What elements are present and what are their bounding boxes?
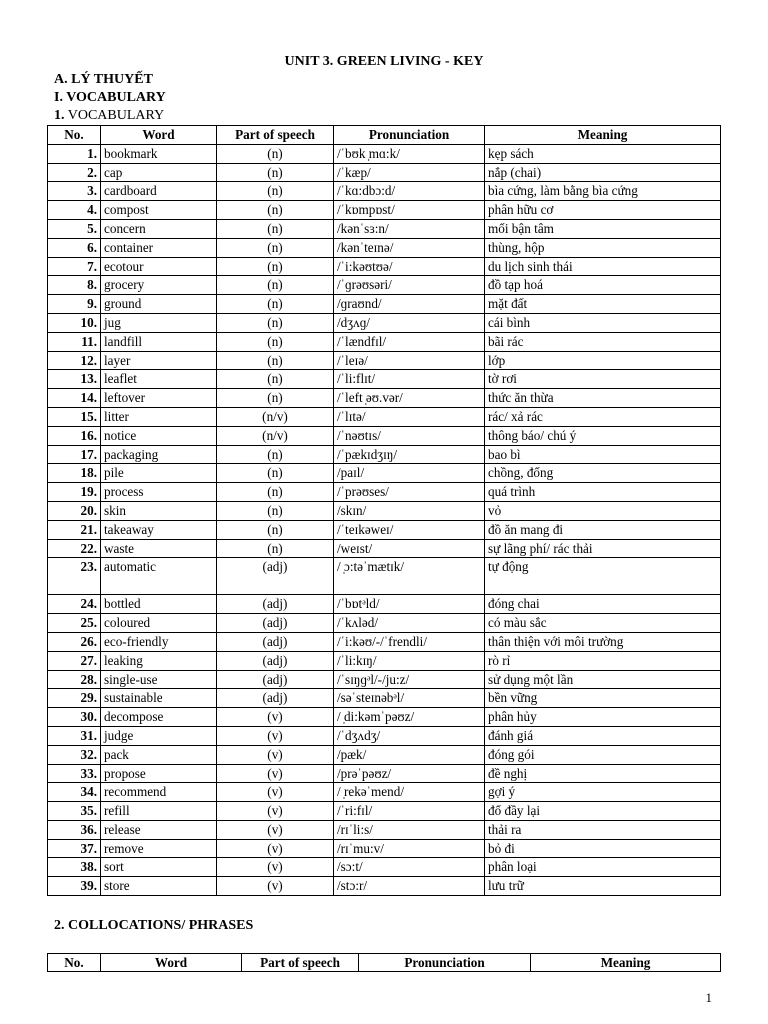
cell-meaning: có màu sắc [485, 614, 721, 633]
cell-meaning: bãi rác [485, 332, 721, 351]
column-header-pronunciation: Pronunciation [359, 954, 531, 972]
cell-meaning: thải ra [485, 820, 721, 839]
cell-no: 38. [48, 858, 101, 877]
table-row [48, 445, 721, 464]
cell-meaning: đồ tạp hoá [485, 276, 721, 295]
table-row [48, 295, 721, 314]
cell-no: 16. [48, 426, 101, 445]
table-row [48, 745, 721, 764]
cell-meaning: cái bình [485, 313, 721, 332]
cell-pronunciation: /ˈlændfɪl/ [334, 332, 485, 351]
table-row [48, 501, 721, 520]
vocabulary-table-body [48, 144, 721, 895]
cell-word: sustainable [101, 689, 217, 708]
cell-part-of-speech: (n) [217, 219, 334, 238]
cell-pronunciation: / ̩di:kəmˈpəʊz/ [334, 708, 485, 727]
cell-meaning: đổ đầy lại [485, 802, 721, 821]
cell-meaning: phân hủy [485, 708, 721, 727]
cell-no: 17. [48, 445, 101, 464]
cell-word: judge [101, 726, 217, 745]
cell-meaning: đánh giá [485, 726, 721, 745]
cell-no: 7. [48, 257, 101, 276]
table-row [48, 877, 721, 896]
cell-pronunciation: /ˈpækɪdʒɪŋ/ [334, 445, 485, 464]
table-row [48, 257, 721, 276]
table-row [48, 163, 721, 182]
page-number: 1 [705, 990, 712, 1005]
cell-part-of-speech: (n/v) [217, 407, 334, 426]
cell-no: 10. [48, 313, 101, 332]
cell-word: concern [101, 219, 217, 238]
cell-no: 39. [48, 877, 101, 896]
cell-part-of-speech: (n) [217, 201, 334, 220]
cell-part-of-speech: (v) [217, 820, 334, 839]
table-row [48, 351, 721, 370]
cell-pronunciation: /ˈleɪə/ [334, 351, 485, 370]
table-row [48, 632, 721, 651]
cell-meaning: kẹp sách [485, 144, 721, 163]
cell-part-of-speech: (n) [217, 295, 334, 314]
cell-no: 20. [48, 501, 101, 520]
cell-part-of-speech: (v) [217, 745, 334, 764]
cell-meaning: bỏ đi [485, 839, 721, 858]
cell-pronunciation: /weɪst/ [334, 539, 485, 558]
cell-no: 35. [48, 802, 101, 821]
cell-no: 21. [48, 520, 101, 539]
cell-part-of-speech: (n) [217, 351, 334, 370]
cell-word: container [101, 238, 217, 257]
cell-word: takeaway [101, 520, 217, 539]
cell-word: cardboard [101, 182, 217, 201]
cell-no: 32. [48, 745, 101, 764]
cell-pronunciation: /rɪˈmu:v/ [334, 839, 485, 858]
table-header-row [48, 954, 721, 972]
cell-meaning: quá trình [485, 483, 721, 502]
cell-no: 30. [48, 708, 101, 727]
table-row [48, 389, 721, 408]
table-row [48, 595, 721, 614]
cell-word: remove [101, 839, 217, 858]
cell-part-of-speech: (adj) [217, 670, 334, 689]
cell-pronunciation: /ˈteɪkəweɪ/ [334, 520, 485, 539]
cell-pronunciation: /ˈsɪŋɡᵊl/-/ju:z/ [334, 670, 485, 689]
cell-meaning: thức ăn thừa [485, 389, 721, 408]
cell-pronunciation: / ̩ɔ:təˈmætɪk/ [334, 558, 485, 595]
cell-no: 25. [48, 614, 101, 633]
cell-no: 13. [48, 370, 101, 389]
column-header-no: No. [48, 954, 101, 972]
cell-part-of-speech: (n) [217, 370, 334, 389]
cell-meaning: đóng chai [485, 595, 721, 614]
cell-word: skin [101, 501, 217, 520]
cell-part-of-speech: (adj) [217, 689, 334, 708]
cell-part-of-speech: (n) [217, 464, 334, 483]
cell-meaning: bền vững [485, 689, 721, 708]
cell-meaning: thùng, hộp [485, 238, 721, 257]
cell-word: single-use [101, 670, 217, 689]
cell-word: packaging [101, 445, 217, 464]
cell-no: 9. [48, 295, 101, 314]
cell-pronunciation: /ˈɡrəʊsəri/ [334, 276, 485, 295]
cell-no: 37. [48, 839, 101, 858]
cell-word: ground [101, 295, 217, 314]
cell-pronunciation: /ˈlɪtə/ [334, 407, 485, 426]
table-row [48, 558, 721, 595]
cell-meaning: đóng gói [485, 745, 721, 764]
table-row [48, 820, 721, 839]
table-row [48, 708, 721, 727]
cell-no: 36. [48, 820, 101, 839]
cell-no: 12. [48, 351, 101, 370]
column-header-word: Word [101, 126, 217, 145]
table-row [48, 332, 721, 351]
cell-pronunciation: /ˈkæp/ [334, 163, 485, 182]
cell-no: 23. [48, 558, 101, 595]
cell-no: 34. [48, 783, 101, 802]
cell-meaning: phân hữu cơ [485, 201, 721, 220]
cell-pronunciation: /ˈi:kəʊtʊə/ [334, 257, 485, 276]
cell-part-of-speech: (adj) [217, 632, 334, 651]
column-header-part-of-speech: Part of speech [217, 126, 334, 145]
cell-word: bookmark [101, 144, 217, 163]
cell-part-of-speech: (v) [217, 764, 334, 783]
cell-meaning: tờ rơi [485, 370, 721, 389]
section-2-heading: 2. COLLOCATIONS/ PHRASES [54, 918, 254, 933]
cell-word: leaking [101, 651, 217, 670]
table-row [48, 313, 721, 332]
cell-pronunciation: /paɪl/ [334, 464, 485, 483]
cell-part-of-speech: (v) [217, 726, 334, 745]
cell-part-of-speech: (v) [217, 839, 334, 858]
cell-part-of-speech: (n) [217, 520, 334, 539]
cell-pronunciation: /sɔ:t/ [334, 858, 485, 877]
cell-pronunciation: /səˈsteɪnəbᵊl/ [334, 689, 485, 708]
cell-word: process [101, 483, 217, 502]
cell-word: sort [101, 858, 217, 877]
cell-pronunciation: /ˈleft ̩əʊ.vər/ [334, 389, 485, 408]
cell-no: 14. [48, 389, 101, 408]
cell-word: litter [101, 407, 217, 426]
cell-word: waste [101, 539, 217, 558]
cell-pronunciation: /ˈbɒtᵊld/ [334, 595, 485, 614]
cell-part-of-speech: (n) [217, 501, 334, 520]
table-row [48, 802, 721, 821]
cell-part-of-speech: (v) [217, 877, 334, 896]
cell-pronunciation: /prəˈpəʊz/ [334, 764, 485, 783]
cell-part-of-speech: (n) [217, 389, 334, 408]
cell-part-of-speech: (n/v) [217, 426, 334, 445]
cell-meaning: bao bì [485, 445, 721, 464]
cell-meaning: thông báo/ chú ý [485, 426, 721, 445]
table-row [48, 219, 721, 238]
cell-word: leftover [101, 389, 217, 408]
cell-no: 29. [48, 689, 101, 708]
cell-pronunciation: /ɡraʊnd/ [334, 295, 485, 314]
cell-pronunciation: / ̩rekəˈmend/ [334, 783, 485, 802]
cell-pronunciation: /kənˈsɜ:n/ [334, 219, 485, 238]
cell-part-of-speech: (v) [217, 708, 334, 727]
table-row [48, 670, 721, 689]
cell-meaning: du lịch sinh thái [485, 257, 721, 276]
cell-no: 19. [48, 483, 101, 502]
cell-no: 3. [48, 182, 101, 201]
cell-pronunciation: /skɪn/ [334, 501, 485, 520]
cell-part-of-speech: (n) [217, 144, 334, 163]
cell-part-of-speech: (n) [217, 163, 334, 182]
cell-meaning: vỏ [485, 501, 721, 520]
cell-meaning: lớp [485, 351, 721, 370]
column-header-no: No. [48, 126, 101, 145]
cell-part-of-speech: (adj) [217, 614, 334, 633]
cell-part-of-speech: (n) [217, 257, 334, 276]
table-row [48, 689, 721, 708]
cell-word: bottled [101, 595, 217, 614]
cell-part-of-speech: (v) [217, 783, 334, 802]
table-row [48, 407, 721, 426]
subsection-1-label: VOCABULARY [64, 108, 165, 123]
cell-no: 6. [48, 238, 101, 257]
cell-word: leaflet [101, 370, 217, 389]
table-row [48, 539, 721, 558]
cell-pronunciation: /dʒʌɡ/ [334, 313, 485, 332]
cell-no: 24. [48, 595, 101, 614]
cell-pronunciation: /ˈkʌləd/ [334, 614, 485, 633]
cell-word: store [101, 877, 217, 896]
cell-no: 33. [48, 764, 101, 783]
cell-word: propose [101, 764, 217, 783]
table-row [48, 370, 721, 389]
table-row [48, 520, 721, 539]
cell-word: automatic [101, 558, 217, 595]
table-row [48, 783, 721, 802]
cell-meaning: rò rỉ [485, 651, 721, 670]
cell-pronunciation: /ˈkɑ:dbɔ:d/ [334, 182, 485, 201]
subsection-1-number: 1. [54, 108, 65, 123]
cell-meaning: chồng, đống [485, 464, 721, 483]
table-row [48, 651, 721, 670]
page-title: UNIT 3. GREEN LIVING - KEY [284, 54, 484, 69]
section-i-heading: I. VOCABULARY [54, 90, 166, 105]
cell-pronunciation: /ˈnəʊtɪs/ [334, 426, 485, 445]
cell-meaning: mối bận tâm [485, 219, 721, 238]
cell-part-of-speech: (n) [217, 483, 334, 502]
cell-meaning: gợi ý [485, 783, 721, 802]
cell-meaning: sử dụng một lần [485, 670, 721, 689]
cell-part-of-speech: (n) [217, 238, 334, 257]
cell-no: 31. [48, 726, 101, 745]
cell-word: notice [101, 426, 217, 445]
cell-pronunciation: /rɪˈli:s/ [334, 820, 485, 839]
column-header-part-of-speech: Part of speech [242, 954, 359, 972]
cell-word: layer [101, 351, 217, 370]
cell-part-of-speech: (n) [217, 539, 334, 558]
collocations-table [47, 953, 721, 972]
cell-no: 27. [48, 651, 101, 670]
cell-pronunciation: /ˈbʊk ̩mɑ:k/ [334, 144, 485, 163]
table-row [48, 614, 721, 633]
cell-no: 1. [48, 144, 101, 163]
cell-meaning: phân loại [485, 858, 721, 877]
section-a-heading: A. LÝ THUYẾT [54, 72, 153, 87]
cell-pronunciation: /ˈli:kɪŋ/ [334, 651, 485, 670]
cell-pronunciation: /ˈri:fɪl/ [334, 802, 485, 821]
cell-meaning: mặt đất [485, 295, 721, 314]
cell-no: 5. [48, 219, 101, 238]
table-row [48, 144, 721, 163]
cell-pronunciation: /kənˈteɪnə/ [334, 238, 485, 257]
cell-no: 22. [48, 539, 101, 558]
cell-word: coloured [101, 614, 217, 633]
cell-part-of-speech: (v) [217, 802, 334, 821]
subsection-1-heading [54, 107, 164, 125]
cell-part-of-speech: (n) [217, 276, 334, 295]
column-header-pronunciation: Pronunciation [334, 126, 485, 145]
cell-word: pile [101, 464, 217, 483]
column-header-word: Word [101, 954, 242, 972]
cell-meaning: đề nghị [485, 764, 721, 783]
cell-no: 18. [48, 464, 101, 483]
cell-part-of-speech: (n) [217, 182, 334, 201]
cell-no: 26. [48, 632, 101, 651]
cell-word: eco-friendly [101, 632, 217, 651]
column-header-meaning: Meaning [531, 954, 721, 972]
cell-part-of-speech: (n) [217, 313, 334, 332]
table-row [48, 764, 721, 783]
cell-word: release [101, 820, 217, 839]
cell-part-of-speech: (adj) [217, 595, 334, 614]
cell-meaning: lưu trữ [485, 877, 721, 896]
cell-no: 28. [48, 670, 101, 689]
cell-part-of-speech: (adj) [217, 558, 334, 595]
cell-part-of-speech: (n) [217, 445, 334, 464]
cell-word: compost [101, 201, 217, 220]
cell-word: refill [101, 802, 217, 821]
table-row [48, 276, 721, 295]
cell-no: 4. [48, 201, 101, 220]
table-row [48, 858, 721, 877]
cell-meaning: nắp (chai) [485, 163, 721, 182]
cell-no: 15. [48, 407, 101, 426]
cell-word: landfill [101, 332, 217, 351]
table-row [48, 201, 721, 220]
cell-word: jug [101, 313, 217, 332]
column-header-meaning: Meaning [485, 126, 721, 145]
table-row [48, 426, 721, 445]
table-row [48, 839, 721, 858]
cell-word: decompose [101, 708, 217, 727]
cell-part-of-speech: (v) [217, 858, 334, 877]
cell-pronunciation: /ˈi:kəʊ/-/ˈfrendli/ [334, 632, 485, 651]
cell-word: ecotour [101, 257, 217, 276]
cell-no: 2. [48, 163, 101, 182]
cell-word: pack [101, 745, 217, 764]
cell-pronunciation: /ˈli:flɪt/ [334, 370, 485, 389]
cell-word: cap [101, 163, 217, 182]
cell-pronunciation: /stɔ:r/ [334, 877, 485, 896]
table-row [48, 238, 721, 257]
cell-no: 8. [48, 276, 101, 295]
vocabulary-table [47, 125, 721, 896]
cell-word: recommend [101, 783, 217, 802]
cell-part-of-speech: (adj) [217, 651, 334, 670]
cell-pronunciation: /pæk/ [334, 745, 485, 764]
table-row [48, 182, 721, 201]
cell-no: 11. [48, 332, 101, 351]
cell-meaning: tự động [485, 558, 721, 595]
table-row [48, 483, 721, 502]
cell-part-of-speech: (n) [217, 332, 334, 351]
cell-pronunciation: /ˈprəʊses/ [334, 483, 485, 502]
cell-pronunciation: /ˈkɒmpɒst/ [334, 201, 485, 220]
table-row [48, 726, 721, 745]
cell-meaning: thân thiện với môi trường [485, 632, 721, 651]
table-header-row [48, 126, 721, 145]
cell-meaning: đồ ăn mang đi [485, 520, 721, 539]
cell-meaning: rác/ xả rác [485, 407, 721, 426]
cell-meaning: bìa cứng, làm bằng bìa cứng [485, 182, 721, 201]
table-row [48, 464, 721, 483]
cell-meaning: sự lãng phí/ rác thải [485, 539, 721, 558]
cell-pronunciation: /ˈdʒʌdʒ/ [334, 726, 485, 745]
cell-word: grocery [101, 276, 217, 295]
